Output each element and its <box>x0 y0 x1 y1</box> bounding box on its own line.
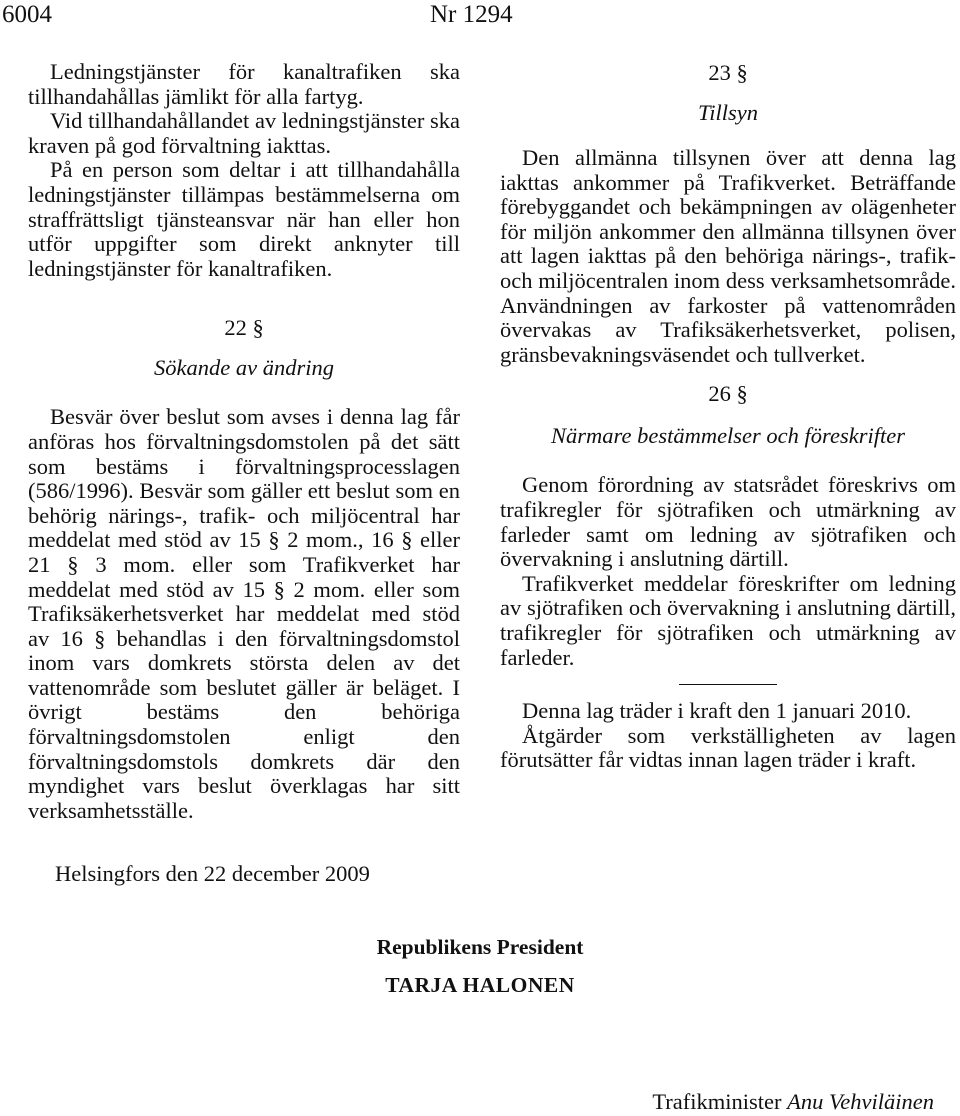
president-title: Republikens President <box>376 935 584 959</box>
section-title: Tillsyn <box>697 100 759 125</box>
right-column <box>500 60 956 773</box>
paragraph: Besvär över beslut som avses i denna lag får anföras hos förvaltningsdomstolen på det sätt som bestäms i förvaltningsprocesslagen (586/1996). Besvär som gäller ett beslut som en behörig närings-, trafik- och miljöcentral har meddelat med stöd av 15 § 2 mom., 16 § eller 21 § 3 mom. eller som Trafikverket har meddelat med stöd av 15 § 2 mom. eller som Trafiksäkerhetsverket har meddelat med stöd av 16 § behandlas i den förvaltningsdomstol inom vars domkrets största delen av det vattenområde som beslutet gäller är beläget. I övrigt bestäms den behöriga förvaltningsdomstolen enligt den förvaltningsdomstols domkrets där den myndighet vars beslut överklagas har sitt verksamhetsställe. <box>28 404 460 823</box>
section-number: 23 § <box>708 60 748 85</box>
president-name: TARJA HALONEN <box>385 973 575 997</box>
paragraph: Genom förordning av statsrådet föreskrivs om trafikregler för sjötrafiken och utmärkning av farleder samt om ledning av sjötrafiken och övervakning i anslutning därtill. <box>500 472 956 572</box>
minister-title: Trafikminister <box>652 1089 782 1114</box>
paragraph: Trafikverket meddelar föreskrifter om ledning av sjötrafiken och övervakning i anslutning därtill, trafikregler för sjötrafiken och utmärkning av farleder. <box>500 570 956 670</box>
paragraph: Den allmänna tillsynen över att denna lag iakttas ankommer på Trafikverket. Beträffande förebyggandet och bekämpningen av olägenheter för miljön ankommer den allmänna tillsynen över att lagen iakttas på den behöriga närings-, trafik- och miljöcentralen inom dess verksamhetsområde. Användningen av farkoster på vattenområden övervakas av Trafiksäkerhetsverket, polisen, gränsbevakningsväsendet och tullverket. <box>500 145 956 367</box>
paragraph: Åtgärder som verkställigheten av lagen förutsätter får vidtas innan lagen träder i kraft. <box>500 722 956 773</box>
minister-name: Anu Vehviläinen <box>787 1089 934 1114</box>
paragraph: Vid tillhandahållandet av ledningstjänster ska kraven på god förvaltning iakttas. <box>28 108 460 158</box>
section-title: Sökande av ändring <box>154 355 334 381</box>
section-number: 22 § <box>224 315 264 341</box>
section-number: 26 § <box>708 381 748 407</box>
issue-number: Nr 1294 <box>430 1 513 28</box>
left-column <box>28 60 460 823</box>
place-date: Helsingfors den 22 december 2009 <box>55 861 370 886</box>
paragraph: Denna lag träder i kraft den 1 januari 2010. <box>522 698 912 724</box>
paragraph: På en person som deltar i att tillhandahålla ledningstjänster tillämpas bestämmelserna om straffrättsligt tjänsteansvar när han eller hon utför uppgifter som direkt anknyter till ledningstjänster för kanaltrafiken. <box>28 157 460 281</box>
minister-signature <box>652 1088 934 1116</box>
page-number: 6004 <box>2 1 52 28</box>
paragraph: Ledningstjänster för kanaltrafiken ska tillhandahållas jämlikt för alla fartyg. <box>28 59 460 109</box>
section-title: Närmare bestämmelser och föreskrifter <box>551 423 905 449</box>
